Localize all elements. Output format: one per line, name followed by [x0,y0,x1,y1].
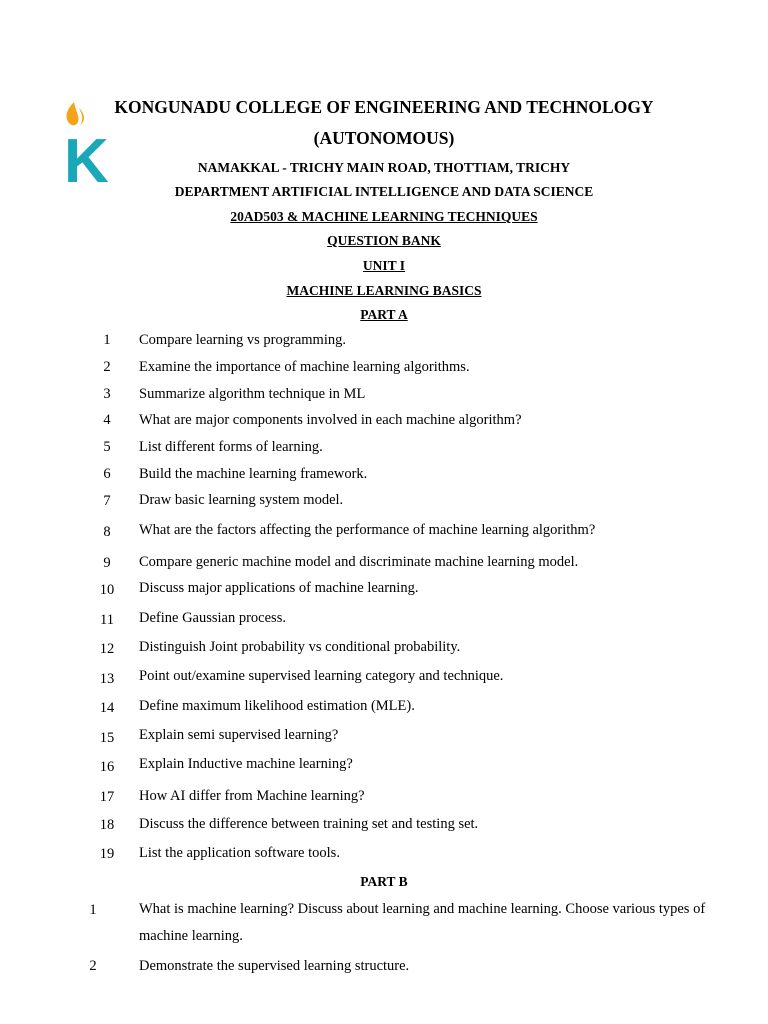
unit-title: MACHINE LEARNING BASICS [286,283,482,298]
question-number: 3 [103,386,111,402]
question-number: 9 [103,555,111,571]
question-text: What is machine learning? Discuss about learning and machine learning. Choose various types of machine learning. [139,901,706,944]
question-text: Compare learning vs programming. [139,332,346,348]
address: NAMAKKAL - TRICHY MAIN ROAD, THOTTIAM, TRICHY [197,160,571,175]
part-a-title: PART A [360,307,408,322]
autonomous-label: (AUTONOMOUS) [313,128,455,148]
question-number: 17 [99,789,115,805]
question-number: 11 [100,612,114,628]
department: DEPARTMENT ARTIFICIAL INTELLIGENCE AND DATA SCIENCE [174,184,594,199]
question-text: Define maximum likelihood estimation (MLE). [139,698,415,714]
question-number: 4 [103,412,111,428]
question-text: Point out/examine supervised learning category and technique. [139,668,504,684]
question-text: How AI differ from Machine learning? [139,788,365,804]
question-number: 14 [99,700,115,716]
question-text: Draw basic learning system model. [139,492,344,508]
course-title: 20AD503 & MACHINE LEARNING TECHNIQUES [230,209,538,224]
question-number: 1 [103,332,111,348]
question-number: 10 [99,582,115,598]
question-text: Discuss the difference between training set and testing set. [139,816,479,832]
question-number: 5 [103,439,111,455]
unit-label: UNIT I [362,258,406,273]
question-number: 6 [103,466,111,482]
question-number: 18 [99,817,115,833]
question-number: 13 [99,671,115,687]
college-name: KONGUNADU COLLEGE OF ENGINEERING AND TECHNOLOGY [114,97,654,117]
question-text: Define Gaussian process. [139,610,286,626]
question-number: 12 [99,641,115,657]
doc-type: QUESTION BANK [327,233,441,248]
question-number: 19 [99,846,115,862]
question-number: 2 [89,958,97,974]
question-number: 8 [103,524,111,540]
question-text: Explain Inductive machine learning? [139,756,353,772]
question-text: Distinguish Joint probability vs conditional probability. [139,639,461,655]
question-number: 1 [89,902,97,918]
question-number: 16 [99,759,115,775]
question-text: Compare generic machine model and discriminate machine learning model. [139,554,579,570]
question-text: What are major components involved in each machine algorithm? [139,412,522,428]
question-text: Build the machine learning framework. [139,466,368,482]
question-text: Summarize algorithm technique in ML [139,386,366,402]
question-text: Explain semi supervised learning? [139,727,339,743]
question-number: 7 [103,493,111,509]
question-text: Demonstrate the supervised learning structure. [139,958,410,974]
question-number: 15 [99,730,115,746]
part-b-title: PART B [360,874,408,889]
question-number: 2 [103,359,111,375]
question-text: What are the factors affecting the performance of machine learning algorithm? [139,522,596,538]
question-text: Discuss major applications of machine learning. [139,580,419,596]
question-text: Examine the importance of machine learning algorithms. [139,359,470,375]
question-text: List the application software tools. [139,845,340,861]
question-text: List different forms of learning. [139,439,323,455]
logo-letter: K [64,127,109,184]
